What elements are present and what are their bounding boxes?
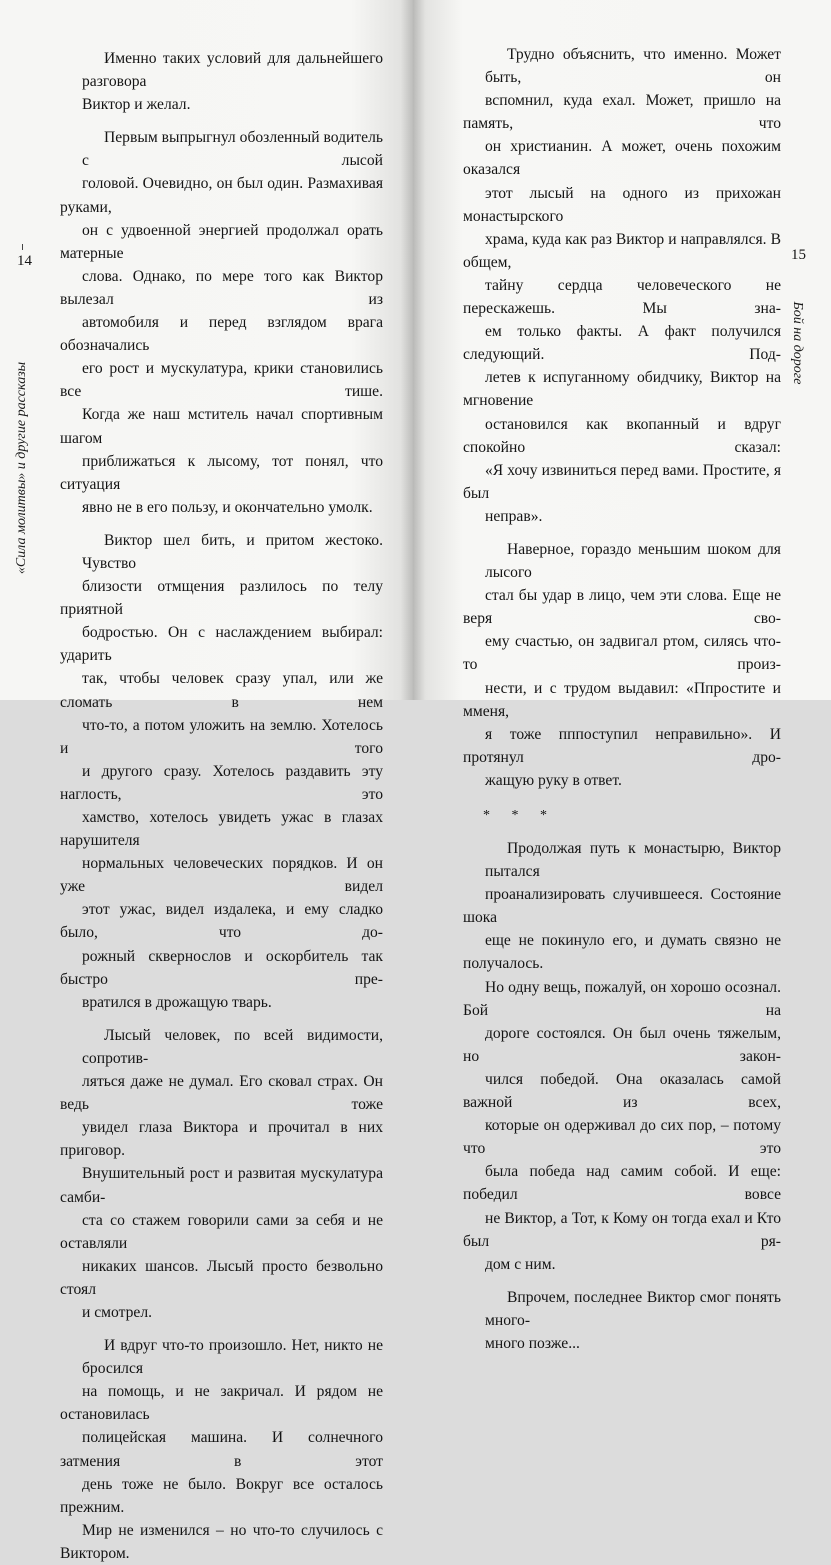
text-line: вратился в дрожащую тварь.: [82, 993, 272, 1011]
text-line: дороге состоялся. Он был очень тяжелым, но закон-: [463, 1024, 781, 1065]
text-line: ляться даже не думал. Его сковал страх. Он ведь тоже: [60, 1073, 383, 1114]
text-line: еще не покинуло его, и думать связно не получалось.: [463, 932, 781, 973]
text-line: вспомнил, куда ехал. Может, пришло на память, что: [463, 92, 781, 133]
right-page-text: [463, 43, 781, 1355]
left-running-head: [12, 278, 32, 658]
left-running-head-text: «Сила молитвы» и другие рассказы: [14, 361, 29, 575]
text-line: неправ».: [485, 507, 543, 525]
text-line: Виктор шел бить, и притом жестоко. Чувство: [82, 531, 383, 572]
text-line: много позже...: [485, 1334, 580, 1352]
left-page-number: 14: [17, 253, 32, 269]
text-line: близости отмщения разлилось по телу приятной: [60, 578, 383, 619]
margin-rule: [22, 244, 23, 250]
text-line: стал бы удар в лицо, чем эти слова. Еще не веря сво-: [463, 587, 781, 628]
text-line: он христианин. А может, очень похожим оказался: [463, 138, 781, 179]
text-line: на помощь, и не закричал. И рядом не остановилась: [60, 1383, 383, 1424]
text-line: тайну сердца человеческого не перескажешь. Мы зна-: [463, 276, 781, 318]
text-line: «Я хочу извиниться перед вами. Простите, я был: [463, 461, 781, 502]
scene-break: * * *: [483, 808, 556, 823]
paragraph: [60, 126, 383, 519]
text-line: летев к испуганному обидчику, Виктор на мгновение: [463, 369, 781, 410]
text-line: день тоже не было. Вокруг все осталось прежним.: [60, 1475, 383, 1516]
paragraph: [463, 1286, 781, 1355]
text-line: храма, куда как раз Виктор и направлялся. В общем,: [463, 230, 781, 271]
text-line: не Виктор, а Тот, к Кому он тогда ехал и Кто был ря-: [463, 1209, 781, 1250]
text-line: и смотрел.: [82, 1303, 153, 1321]
text-line: хамство, хотелось увидеть ужас в глазах нарушителя: [60, 809, 383, 850]
text-line: ему счастью, он задвигал ртом, силясь что-то произ-: [463, 633, 781, 674]
text-line: явно не в его пользу, и окончательно умолк.: [82, 498, 373, 516]
right-running-head-text: Бой на дороге: [790, 301, 805, 385]
text-line: что-то, а потом уложить на землю. Хотелось и того: [60, 716, 383, 757]
text-line: Когда же наш мститель начал спортивным шагом: [60, 406, 383, 447]
text-line: дом с ним.: [485, 1255, 556, 1273]
text-line: Наверное, гораздо меньшим шоком для лысого: [485, 540, 781, 582]
paragraph: [60, 529, 383, 1014]
text-line: И вдруг что-то произошло. Нет, никто не бросился: [82, 1337, 383, 1378]
text-line: он с удвоенной энергией продолжал орать матерные: [60, 221, 383, 262]
right-page: [413, 0, 831, 1352]
text-line: ста со стажем говорили сами за себя и не оставляли: [60, 1211, 383, 1252]
right-page-number: 15: [791, 247, 806, 263]
text-line: Продолжая путь к монастырю, Виктор пытался: [485, 840, 781, 881]
right-text-before-break: [463, 43, 781, 792]
text-line: автомобиля и перед взглядом врага обозначались: [60, 314, 383, 355]
text-line: Первым выпрыгнул обозленный водитель с лысой: [82, 129, 383, 170]
paragraph: [60, 47, 383, 116]
paragraph: [60, 1024, 383, 1324]
text-line: Мир не изменился – но что-то случилось с Виктором.: [60, 1521, 383, 1562]
text-line: чился победой. Она оказалась самой важной из всех,: [463, 1070, 781, 1112]
text-line: нести, и с трудом выдавил: «Ппростите и мменя,: [463, 679, 781, 720]
left-page: [0, 0, 413, 1562]
text-line: этот лысый на одного из прихожан монастырского: [463, 184, 781, 225]
text-line: которые он одерживал до сих пор, – потому что это: [463, 1117, 781, 1158]
text-line: Но одну вещь, пожалуй, он хорошо осознал. Бой на: [463, 978, 781, 1019]
text-line: приближаться к лысому, тот понял, что ситуация: [60, 452, 383, 493]
paragraph: [60, 1334, 383, 1565]
text-line: рожный сквернослов и оскорбитель так быстро пре-: [60, 947, 383, 988]
text-line: Именно таких условий для дальнейшего разговора: [82, 50, 383, 91]
text-line: была победа над самим собой. И еще: победил вовсе: [463, 1163, 781, 1204]
text-line: никаких шансов. Лысый просто безвольно стоял: [60, 1257, 383, 1298]
text-line: головой. Очевидно, он был один. Размахивая руками,: [60, 175, 383, 216]
text-line: и другого сразу. Хотелось раздавить эту наглость, это: [60, 762, 383, 803]
paragraph: [463, 538, 781, 792]
text-line: жащую руку в ответ.: [485, 771, 622, 789]
text-line: его рост и мускулатура, крики становились все тише.: [60, 360, 383, 401]
text-line: проанализировать случившееся. Состояние шока: [463, 886, 781, 927]
text-line: этот ужас, видел издалека, и ему сладко было, что до-: [60, 901, 383, 942]
text-line: остановился как вкопанный и вдруг спокойно сказал:: [463, 415, 781, 456]
text-line: нормальных человеческих порядков. И он уже видел: [60, 855, 383, 896]
text-line: Впрочем, последнее Виктор смог понять много-: [485, 1288, 781, 1329]
paragraph: [463, 43, 781, 528]
text-line: слова. Однако, по мере того как Виктор вылезал из: [60, 267, 383, 308]
text-line: полицейская машина. И солнечного затмения в этот: [60, 1429, 383, 1470]
text-line: так, чтобы человек сразу упал, или же сломать в нем: [60, 670, 383, 711]
paragraph: [463, 837, 781, 1276]
text-line: я тоже пппоступил неправильно». И протянул дро-: [463, 725, 781, 766]
right-running-head: [787, 278, 807, 408]
left-page-text: [60, 47, 383, 1565]
text-line: Трудно объяснить, что именно. Может быть, он: [485, 46, 781, 87]
text-line: увидел глаза Виктора и прочитал в них приговор.: [60, 1119, 383, 1160]
text-line: Внушительный рост и развитая мускулатура самби-: [60, 1165, 383, 1206]
text-line: ем только факты. А факт получился следующий. Под-: [463, 323, 781, 364]
text-line: бодростью. Он с наслаждением выбирал: ударить: [60, 624, 383, 665]
text-line: Виктор и желал.: [82, 96, 191, 114]
text-line: Лысый человек, по всей видимости, сопротив-: [82, 1026, 383, 1067]
right-text-after-break: [463, 837, 781, 1355]
